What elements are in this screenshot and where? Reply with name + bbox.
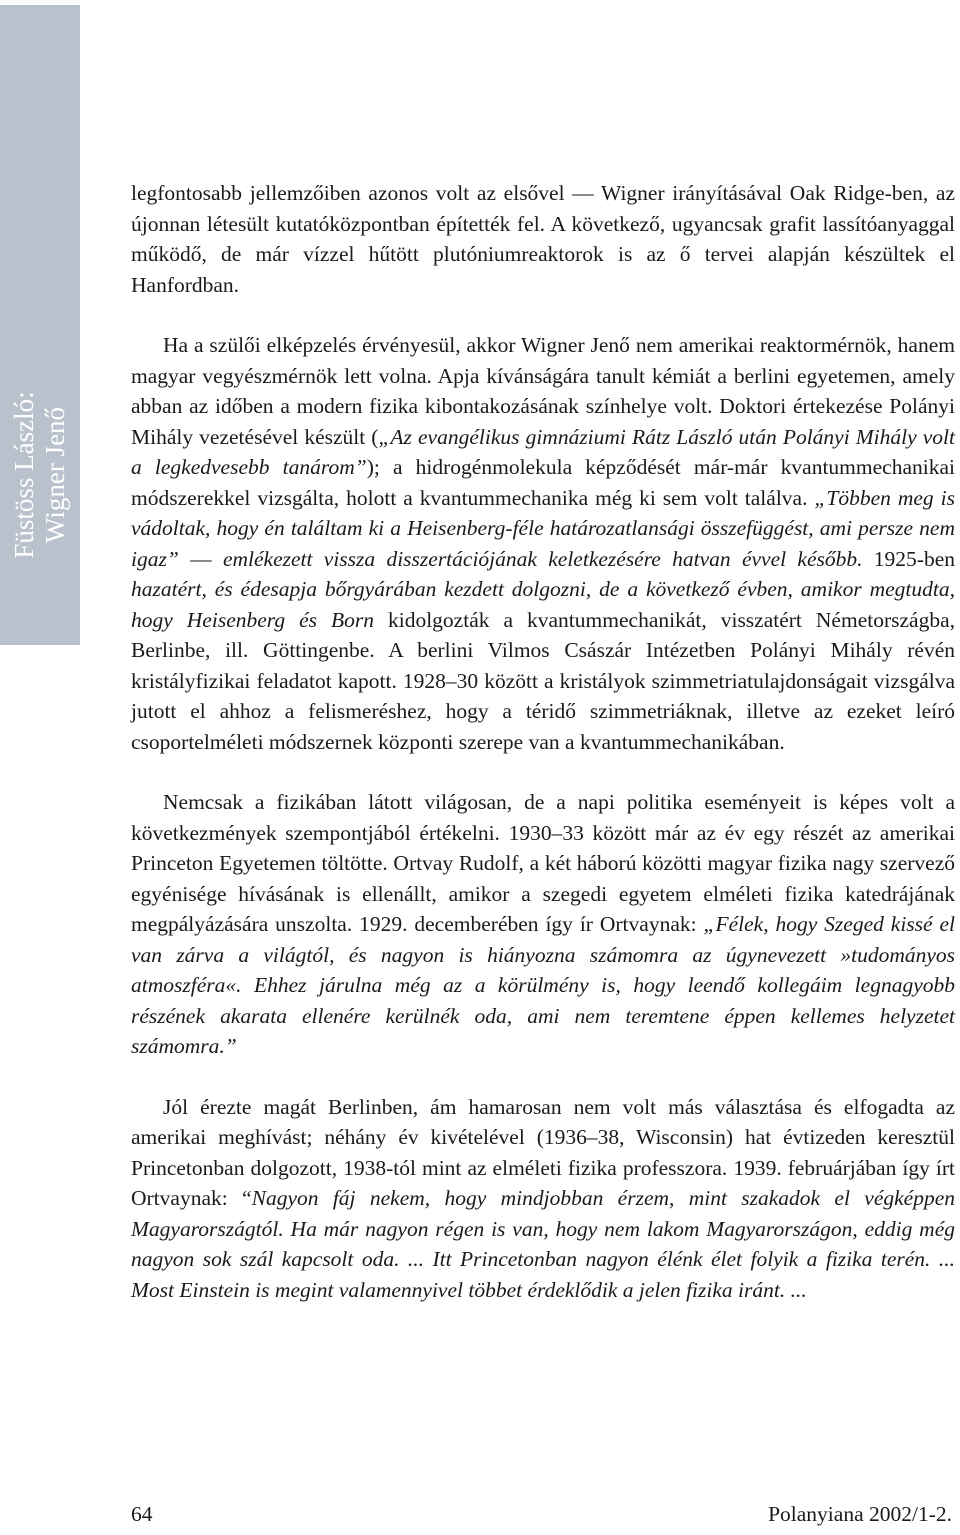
quote-text: „Az evangélikus gimnáziumi Rátz László után Polányi Mihály volt a legkedvesebb tanárom” — [131, 424, 955, 479]
body-text: legfontosabb jellemzőiben azonos volt az elsővel — Wigner irányításával Oak Ridge-ben, az újonnan létesült kutatóközpontban építették fel. A következő, ugyancsak grafit lassítóanyaggal működő, de már vízzel hűtött plutóniumreaktorok is az ő tervei alapján készültek el Hanfordban. — [131, 181, 955, 297]
running-title-tab — [0, 5, 80, 645]
running-title — [9, 391, 71, 558]
quote-text: „Félek, hogy Szeged kissé el van zárva a világtól, és nagyon is hiányozna számomra az úgynevezett »tudományos atmoszféra«. Ehhez járulna még az a körülmény is, hogy leendő kollegáim legnagyobb részének akarata ellenére kerülnék oda, ami nem teremtene éppen kellemes helyzetet számomra.” — [131, 912, 956, 1058]
running-title-author: Füstöss László: — [9, 391, 39, 559]
paragraph — [131, 178, 955, 300]
page-footer — [131, 1500, 952, 1528]
paragraph — [131, 1092, 955, 1306]
body-text: — — [178, 546, 223, 571]
body-text: 1925-ben — [862, 546, 956, 571]
body-text: kidolgozták a kvantummechanikát, visszatért Németországba, Berlinbe, ill. Göttingenbe. A berlini Vilmos Császár Intézetben Polányi Mihály révén kristályfizikai feladatot kapott. 1928–30 között a kristályok szimmetriatulajdonságait vizsgálva jutott el ahhoz a felismeréshez, hogy a téridő szimmetriáknak, illetve az ezeket leíró csoportelméleti módszernek központi szerepe van a kvantummechanikában. — [131, 607, 955, 754]
paragraph — [131, 787, 955, 1062]
quote-text: hazatért, és édesapja bőrgyárában kezdett dolgozni, de a következő évben, amikor megtudta, hogy Heisenberg és Born — [131, 577, 955, 632]
article-body — [131, 178, 955, 1335]
body-text: Ha a szülői elképzelés érvényesül, akkor Wigner Jenő nem amerikai reaktormérnök, hanem magyar vegyészmérnök lett volna. Apja kívánságára tanult kémiát a berlini egyetemen, amely abban az időben a modern fizika kibontakozásának színhelye volt. Doktori értekezése Polányi Mihály vezetésével készült ( — [131, 333, 955, 449]
running-title-subject: Wigner Jenő — [40, 406, 70, 544]
body-text: ); a hidrogénmolekula képződését már-már kvantummechanikai módszerekkel vizsgálta, holott a kvantummechanika még ki sem volt találva. — [131, 455, 955, 510]
journal-citation: Polanyiana 2002/1-2. — [768, 1502, 952, 1526]
paragraph — [131, 330, 955, 757]
quote-text: emlékezett vissza disszertációjának keletkezésére hatvan évvel később. — [222, 546, 863, 571]
quote-text: „Többen meg is vádoltak, hogy én találtam ki a Heisenberg-féle határozatlansági összefüggést, ami persze nem igaz” — [131, 485, 955, 571]
page-number: 64 — [131, 1502, 153, 1526]
quote-text: Nagyon fáj nekem, hogy mindjobban érzem, mint szakadok el végképpen Magyarországtól. Ha már nagyon régen is van, hogy nem lakom Magyarországon, eddig még nagyon sok szál kapcsolt oda. ... Itt Princetonban nagyon élénk élet folyik a fizika terén. ... Most Einstein is megint valamennyivel többet érdeklődik a jelen fizika iránt. ... — [131, 1186, 956, 1302]
body-text: Jól érezte magát Berlinben, ám hamarosan nem volt más választása és elfogadta az amerikai meghívást; néhány év kivételével (1936–38, Wisconsin) hat évtizeden keresztül Princetonban dolgozott, 1938-tól mint az elméleti fizika professzora. 1939. februárjában így írt Ortvaynak: “ — [131, 1094, 955, 1210]
body-text: Nemcsak a fizikában látott világosan, de a napi politika eseményeit is képes volt a következmények szempontjából értékelni. 1930–33 között már az év egy részét az amerikai Princeton Egyetemen töltötte. Ortvay Rudolf, a két háború közötti magyar fizika nagy szervező egyénisége hívásának is ellenállt, amikor a szegedi egyetem elméleti fizika katedrájának megpályázására unszolta. 1929. decemberében így ír Ortvaynak: — [131, 790, 955, 936]
